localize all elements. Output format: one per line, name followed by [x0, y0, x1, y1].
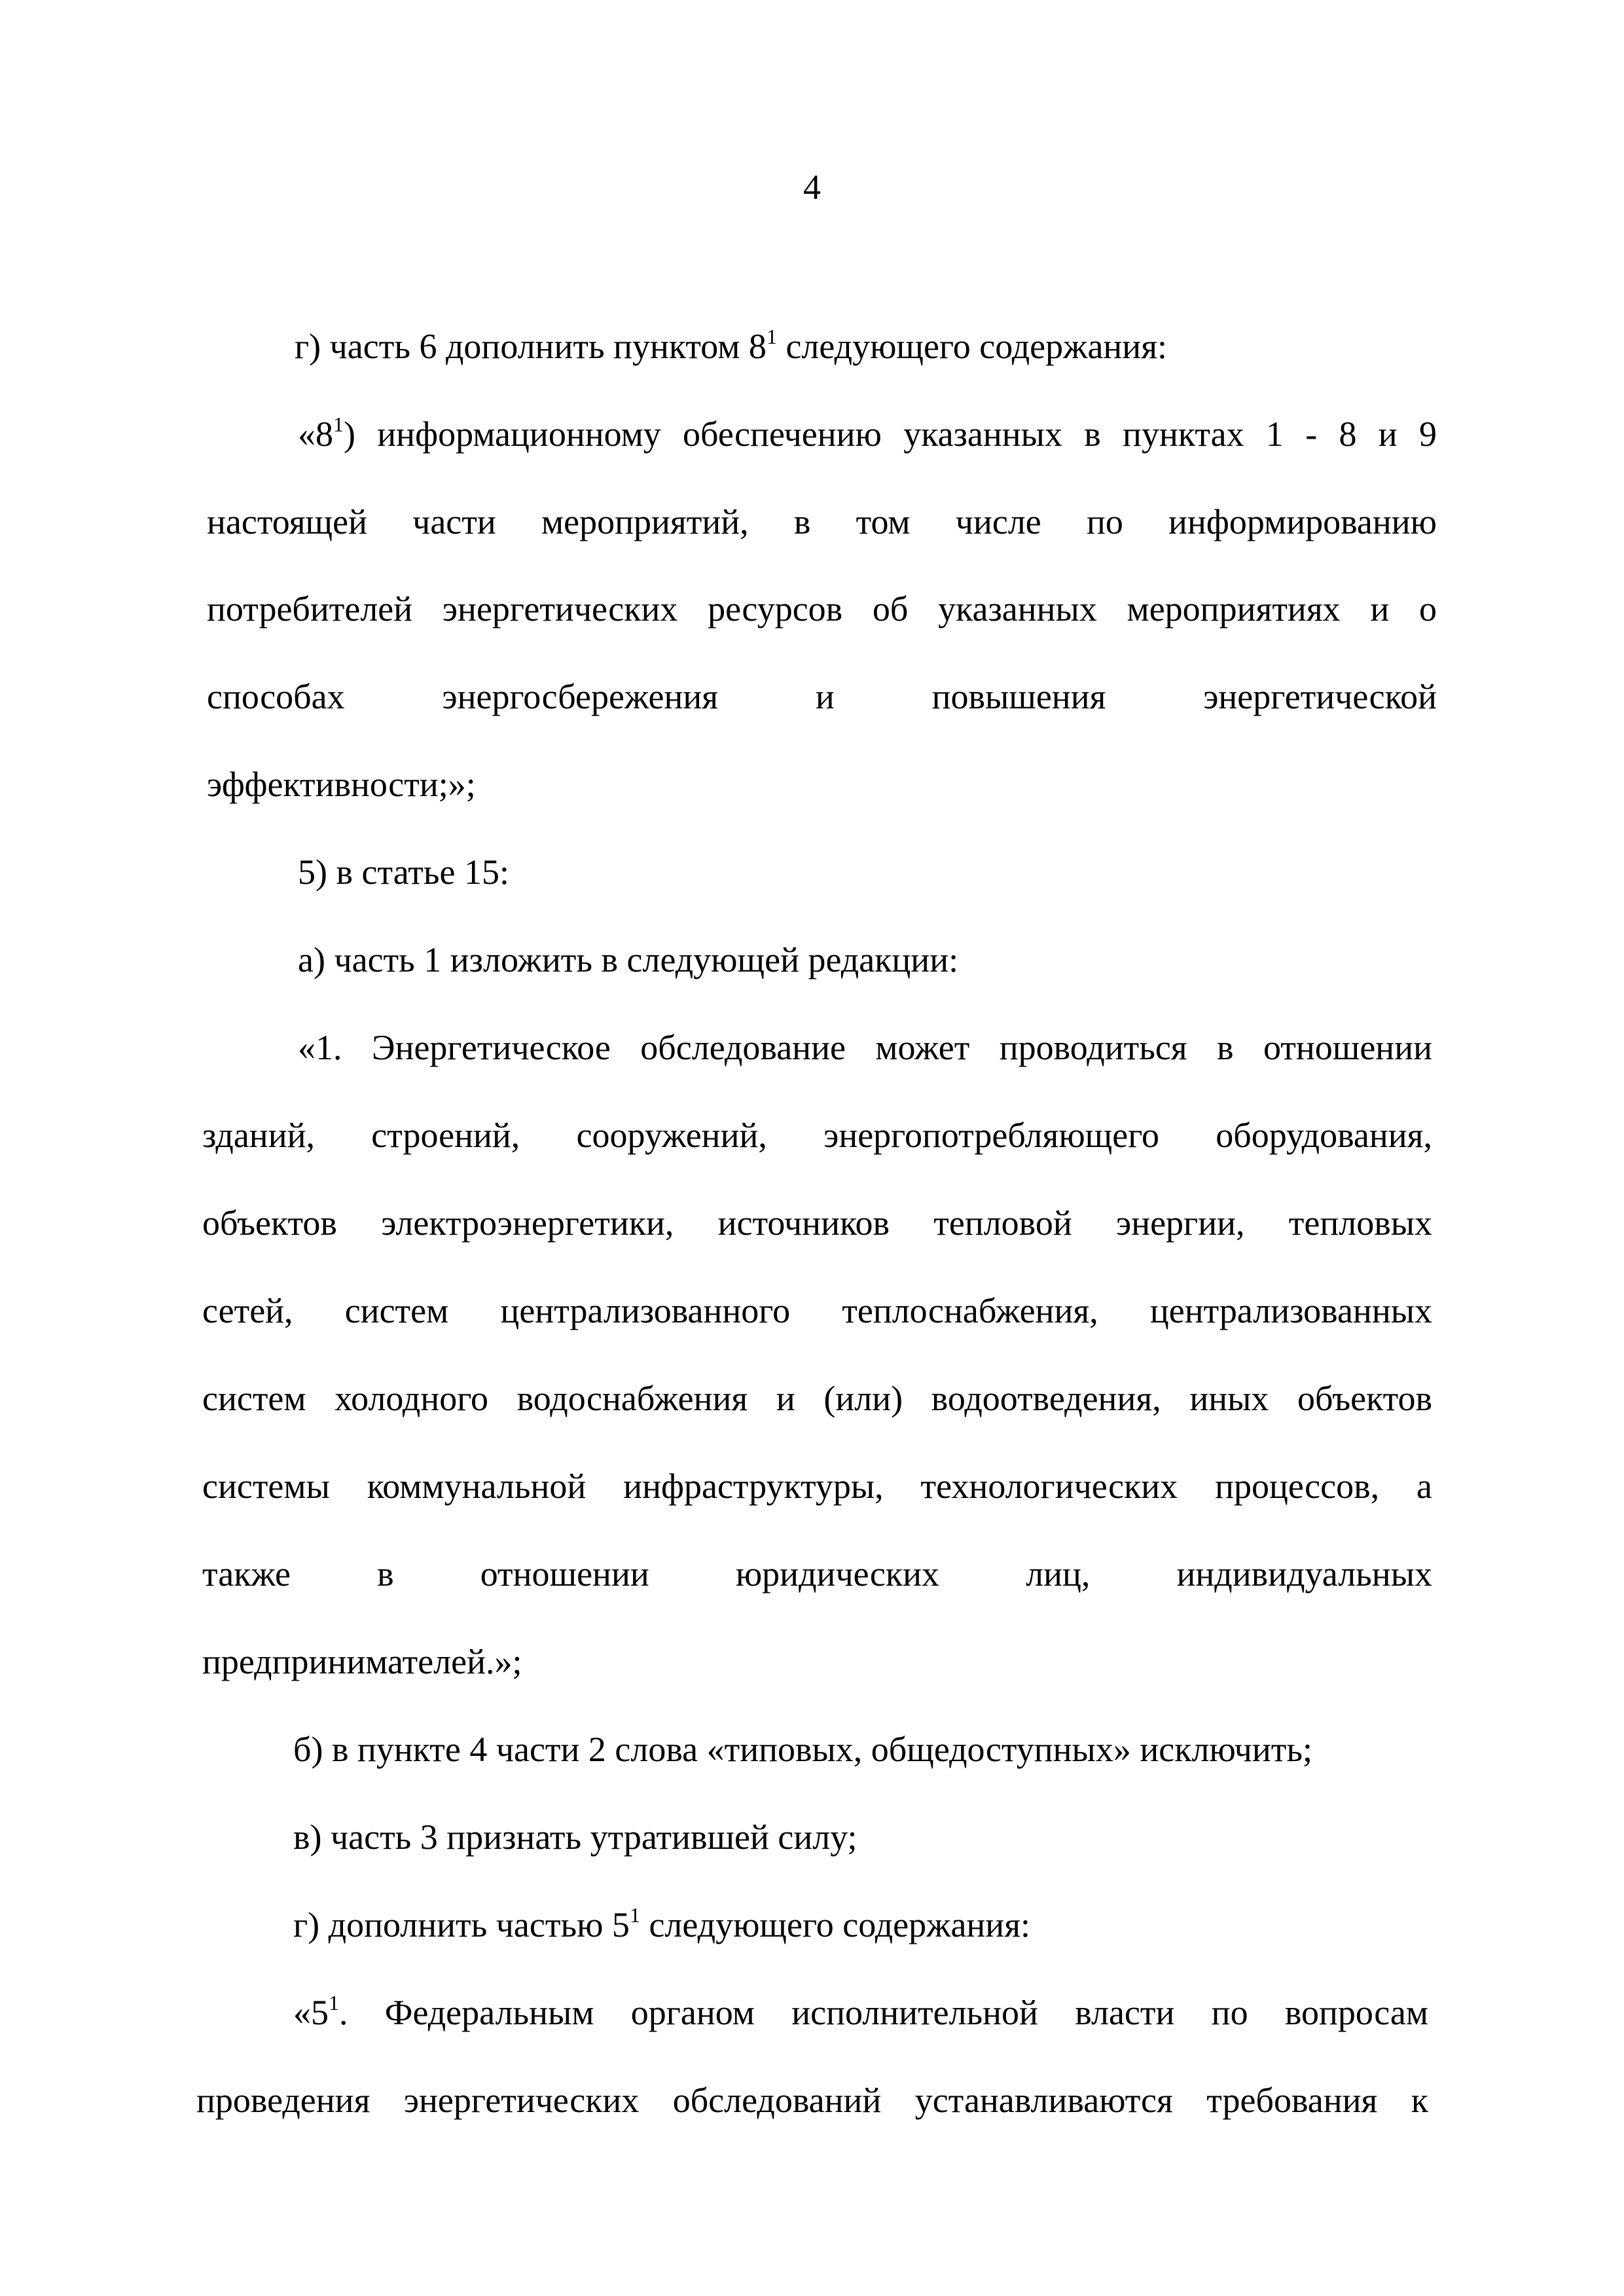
text-line: сетей, систем централизованного теплоснабжения, централизованных	[202, 1291, 1432, 1330]
text-line: настоящей части мероприятий, в том числе по информированию	[207, 502, 1437, 541]
text-line: зданий, строений, сооружений, энергопотребляющего оборудования,	[202, 1116, 1432, 1155]
subitem-a: а) часть 1 изложить в следующей редакции:	[298, 940, 959, 979]
text-line: системы коммунальной инфраструктуры, технологических процессов, а	[202, 1467, 1432, 1506]
text-line: систем холодного водоснабжения и (или) водоотведения, иных объектов	[202, 1379, 1432, 1418]
text-line: эффективности;»;	[207, 765, 476, 804]
text-line: также в отношении юридических лиц, индивидуальных	[202, 1554, 1432, 1594]
item-5-article-15: 5) в статье 15:	[298, 852, 509, 892]
text-line: предпринимателей.»;	[202, 1642, 522, 1681]
page-number: 4	[803, 168, 821, 207]
text-line: способах энергосбережения и повышения энергетической	[207, 677, 1437, 716]
subitem-v: в) часть 3 признать утратившей силу;	[293, 1817, 857, 1857]
paragraph-g-part6: г) часть 6 дополнить пунктом $8^1$ следующего содержания:	[295, 325, 1168, 366]
text-line: потребителей энергетических ресурсов об указанных мероприятиях и о	[207, 589, 1437, 629]
subitem-g: г) дополнить частью $5^1$ следующего содержания:	[293, 1903, 1031, 1944]
text-line: проведения энергетических обследований устанавливаются требования к	[196, 2081, 1428, 2120]
quoted-part-1: «1. Энергетическое обследование может проводиться в отношении	[298, 1028, 1432, 1067]
quoted-part-5-1: «$5^1$. Федеральным органом исполнительной власти по вопросам	[293, 1991, 1428, 2032]
subitem-b: б) в пункте 4 части 2 слова «типовых, общедоступных» исключить;	[293, 1730, 1312, 1769]
quoted-item-8-1: «$8^1$) информационному обеспечению указанных в пунктах 1 - 8 и 9	[298, 412, 1437, 454]
text-line: объектов электроэнергетики, источников тепловой энергии, тепловых	[202, 1203, 1432, 1243]
